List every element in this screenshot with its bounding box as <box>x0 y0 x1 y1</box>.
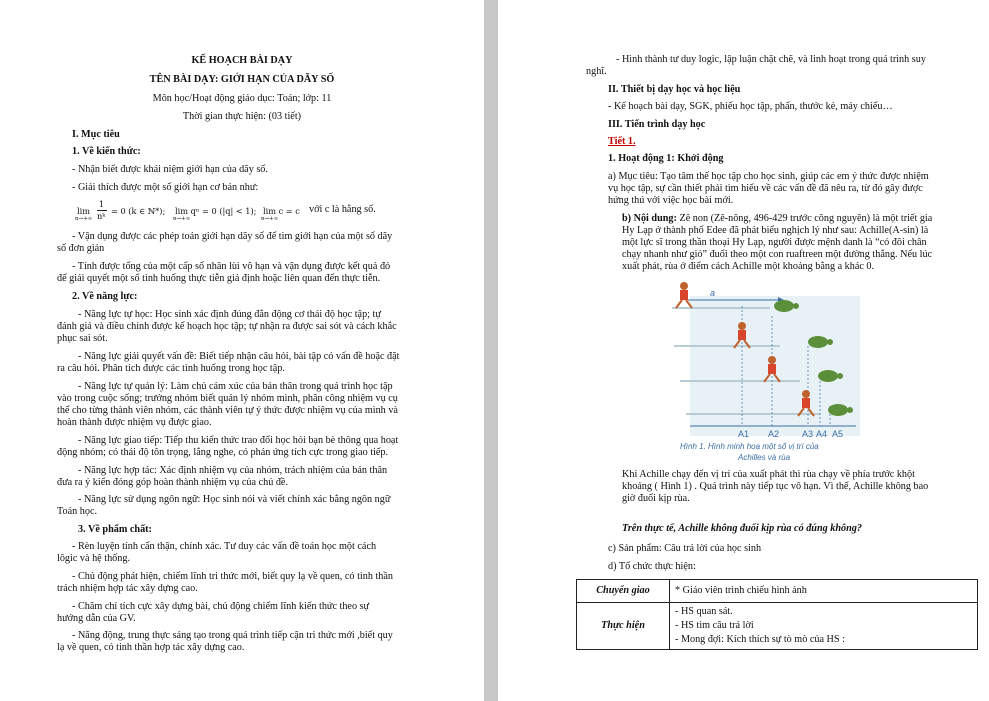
paragraph: - Năng lực giải quyết vấn đề: Biết tiếp nhận câu hỏi, bài tập có vấn đề hoặc đặt <box>78 351 400 362</box>
paragraph: động nhóm; có thái độ tôn trọng, lắng nghe, có phản ứng tích cực trong giao tiếp. <box>57 447 389 458</box>
paragraph: ra câu hỏi. Phân tích được các tình huống trong học tập. <box>57 363 285 374</box>
content-text: Zê non (Zê-nông, 496-429 trước công nguyên) là một triết gia <box>679 213 933 224</box>
paragraph: Hy Lạp ở thành phố Edee đã phát biểu nghịch lý như sau: Achille(A-sin) là <box>622 225 929 236</box>
distance-a-label: a <box>710 288 716 298</box>
formula-subscript: n→+∞ <box>75 216 93 222</box>
formula-text: lim <box>77 206 91 216</box>
paragraph: hướng dẫn của GV. <box>57 613 136 624</box>
lesson-title: TÊN BÀI DẠY: GIỚI HẠN CỦA DÃY SỐ <box>149 74 335 85</box>
paragraph: trách nhiệm hợp tác xây dựng cao. <box>57 583 198 594</box>
paragraph: - Chăm chỉ tích cực xây dựng bài, chủ động chiếm lĩnh kiến thức theo sự <box>72 601 370 612</box>
question: Trên thực tế, Achille không đuổi kịp rùa có đúng không? <box>622 523 862 534</box>
paragraph: nghĩ. <box>586 66 607 77</box>
table-header-cell: Chuyển giao <box>577 580 670 603</box>
formula-denominator: nᵏ <box>97 211 106 221</box>
formula-text: = 0 (k ∈ ℕ*); <box>111 206 166 216</box>
achilles-tortoise-figure <box>660 276 860 462</box>
cell-line: - Mong đợi: Kích thích sự tò mò của HS : <box>675 634 845 645</box>
paragraph: để giải quyết một số tình huống thực tiễn giả định hoặc liên quan đến thực tiễn. <box>57 273 381 284</box>
heading-muc-tieu: I. Mục tiêu <box>72 129 120 140</box>
table-header-cell: Thực hiện <box>577 603 670 650</box>
limit-formula <box>75 198 475 224</box>
time-line: Thời gian thực hiện: (03 tiết) <box>182 111 302 122</box>
page-gap <box>484 0 498 701</box>
paragraph: - Năng lực giao tiếp: Tiếp thu kiến thức trao đổi học hỏi bạn bè thông qua hoạt <box>78 435 399 446</box>
paragraph: khoảng ( Hình 1) . Quá trình này tiếp tục vô hạn. Vì thế, Achille không bao <box>622 481 929 492</box>
paragraph: - Nhận biết được khái niệm giới hạn của dãy số. <box>72 164 268 175</box>
formula-subscript: n→+∞ <box>261 216 279 222</box>
paragraph: một lực sĩ trong thần thoại Hy Lạp, người được mệnh danh là “có đôi chân <box>622 237 927 248</box>
heading-hoat-dong-1: 1. Hoạt động 1: Khởi động <box>608 153 724 164</box>
heading-pham-chat: 3. Về phẩm chất: <box>78 524 152 535</box>
formula-text: lim qⁿ = 0 (|q| < 1); <box>175 206 257 216</box>
paragraph: lạ về quen, có tinh thần hợp tác xây dựng cao. <box>57 642 245 653</box>
axis-tick-label: A1 <box>738 429 750 439</box>
paragraph: - Năng lực tự học: Học sinh xác định đúng đắn động cơ thái độ học tập; tự <box>78 309 381 320</box>
paragraph: - Năng lực hợp tác: Xác định nhiệm vụ của nhóm, trách nhiệm của bản thân <box>78 465 388 476</box>
paragraph: giờ đuổi kịp rùa. <box>622 493 690 504</box>
table-row <box>577 603 978 650</box>
paragraph: vào trong cuộc sống; trưởng nhóm biết quản lý nhóm mình, phân công nhiệm vụ cụ <box>57 393 398 404</box>
formula-text: lim c = c <box>263 206 300 216</box>
paragraph: - Giải thích được một số giới hạn cơ bản như: <box>72 182 259 193</box>
paragraph: c) Sản phẩm: Câu trả lời của học sinh <box>608 543 762 554</box>
paragraph: - Kế hoạch bài dạy, SGK, phiếu học tập, phấn, thước kẻ, máy chiếu… <box>608 101 893 112</box>
paragraph: Khi Achille chạy đến vị trí của xuất phát thì rùa chạy về phía trước khột <box>622 469 915 480</box>
axis-tick-label: A3 <box>802 429 814 439</box>
paragraph: - Hình thành tư duy logic, lập luận chặt chẽ, và linh hoạt trong quá trình suy <box>616 54 926 65</box>
document-page-left <box>0 0 484 701</box>
paragraph: Toán học. <box>57 506 98 517</box>
paragraph: - Rèn luyện tính cẩn thận, chính xác. Tư duy các vấn đề toán học một cách <box>72 541 377 552</box>
paragraph: - Tính được tổng của một cấp số nhân lùi vô hạn và vận dụng được kết quả đó <box>72 261 391 272</box>
organization-table <box>576 579 978 650</box>
paragraph <box>622 213 932 225</box>
heading-tien-trinh: III. Tiến trình dạy học <box>608 119 706 130</box>
formula-numerator: 1 <box>99 199 105 209</box>
heading-nang-luc: 2. Về năng lực: <box>72 291 138 302</box>
paragraph: đánh giá và điều chỉnh được kế hoạch học tập; tự nhận ra được sai sót và cách khắc <box>57 321 397 332</box>
paragraph: - Năng động, trung thực sáng tạo trong quá trình tiếp cận tri thức mới ,biết quy <box>72 630 393 641</box>
paragraph: hứng thú với việc học bài mới. <box>608 195 734 206</box>
figure-caption: Achilles và rùa <box>738 453 791 462</box>
lesson-period-title: Tiết 1. <box>608 136 636 147</box>
paragraph: - Vận dụng được các phép toán giới hạn dãy số để tìm giới hạn của một số dãy <box>72 231 393 242</box>
paragraph: - Chủ động phát hiện, chiếm lĩnh tri thức mới, biết quy lạ về quen, có tinh thần <box>72 571 394 582</box>
document-page-right <box>498 0 989 701</box>
paragraph: - Năng lực tự quản lý: Làm chủ cảm xúc của bản thân trong quá trình học tập <box>78 381 393 392</box>
axis-tick-label: A5 <box>832 429 844 439</box>
heading-thiet-bi: II. Thiết bị dạy học và học liệu <box>608 84 741 95</box>
figure-caption: Hình 1. Hình minh hoạ một số vị trí của <box>680 442 819 451</box>
paragraph: hoàn thành được nhiệm vụ được giao. <box>57 417 212 428</box>
paragraph: xuất phát, rùa ở điểm cách Achille một khoảng bằng a khác 0. <box>622 261 875 272</box>
paragraph: lôgic và hệ thống. <box>57 553 130 564</box>
paragraph: thể cho từng thành viên nhóm, các thành viên tự ý thức được nhiệm vụ của mình và <box>57 405 398 416</box>
heading-kien-thuc: 1. Về kiến thức: <box>72 146 141 157</box>
table-cell <box>670 603 978 650</box>
paragraph: vụ học tập, sự cần thiết phải tìm hiểu về các vấn đề đã nêu ra, từ đó gây được <box>608 183 923 194</box>
formula-subscript: n→+∞ <box>173 216 191 222</box>
paragraph: đưa ra ý kiến đóng góp hoàn thành nhiệm vụ của chủ đề. <box>57 477 288 488</box>
axis-tick-label: A4 <box>816 429 828 439</box>
table-row <box>577 580 978 603</box>
paragraph: a) Mục tiêu: Tạo tâm thế học tập cho học sinh, giúp các em ý thức được nhiệm <box>608 171 929 182</box>
paragraph: số đơn giản <box>57 243 105 254</box>
table-cell: * Giáo viên trình chiếu hình ảnh <box>670 580 978 603</box>
axis-tick-label: A2 <box>768 429 780 439</box>
paragraph: - Năng lực sử dụng ngôn ngữ: Học sinh nói và viết chính xác bằng ngôn ngữ <box>78 494 391 505</box>
paragraph: chạy nhanh như gió” đuổi theo một con ruaftreen một đường thẳng. Nếu lúc <box>622 249 933 260</box>
cell-line: - HS tìm câu trả lời <box>675 620 754 631</box>
doc-title: KẾ HOẠCH BÀI DẠY <box>191 55 293 66</box>
paragraph: d) Tổ chức thực hiện: <box>608 561 696 572</box>
paragraph: phục sai sót. <box>57 333 108 344</box>
formula-text: với c là hằng số. <box>309 204 376 215</box>
cell-line: - HS quan sát. <box>675 606 733 617</box>
subject-line: Môn học/Hoạt động giáo dục: Toán; lớp: 11 <box>152 93 332 104</box>
content-label: b) Nội dung: <box>622 213 677 224</box>
